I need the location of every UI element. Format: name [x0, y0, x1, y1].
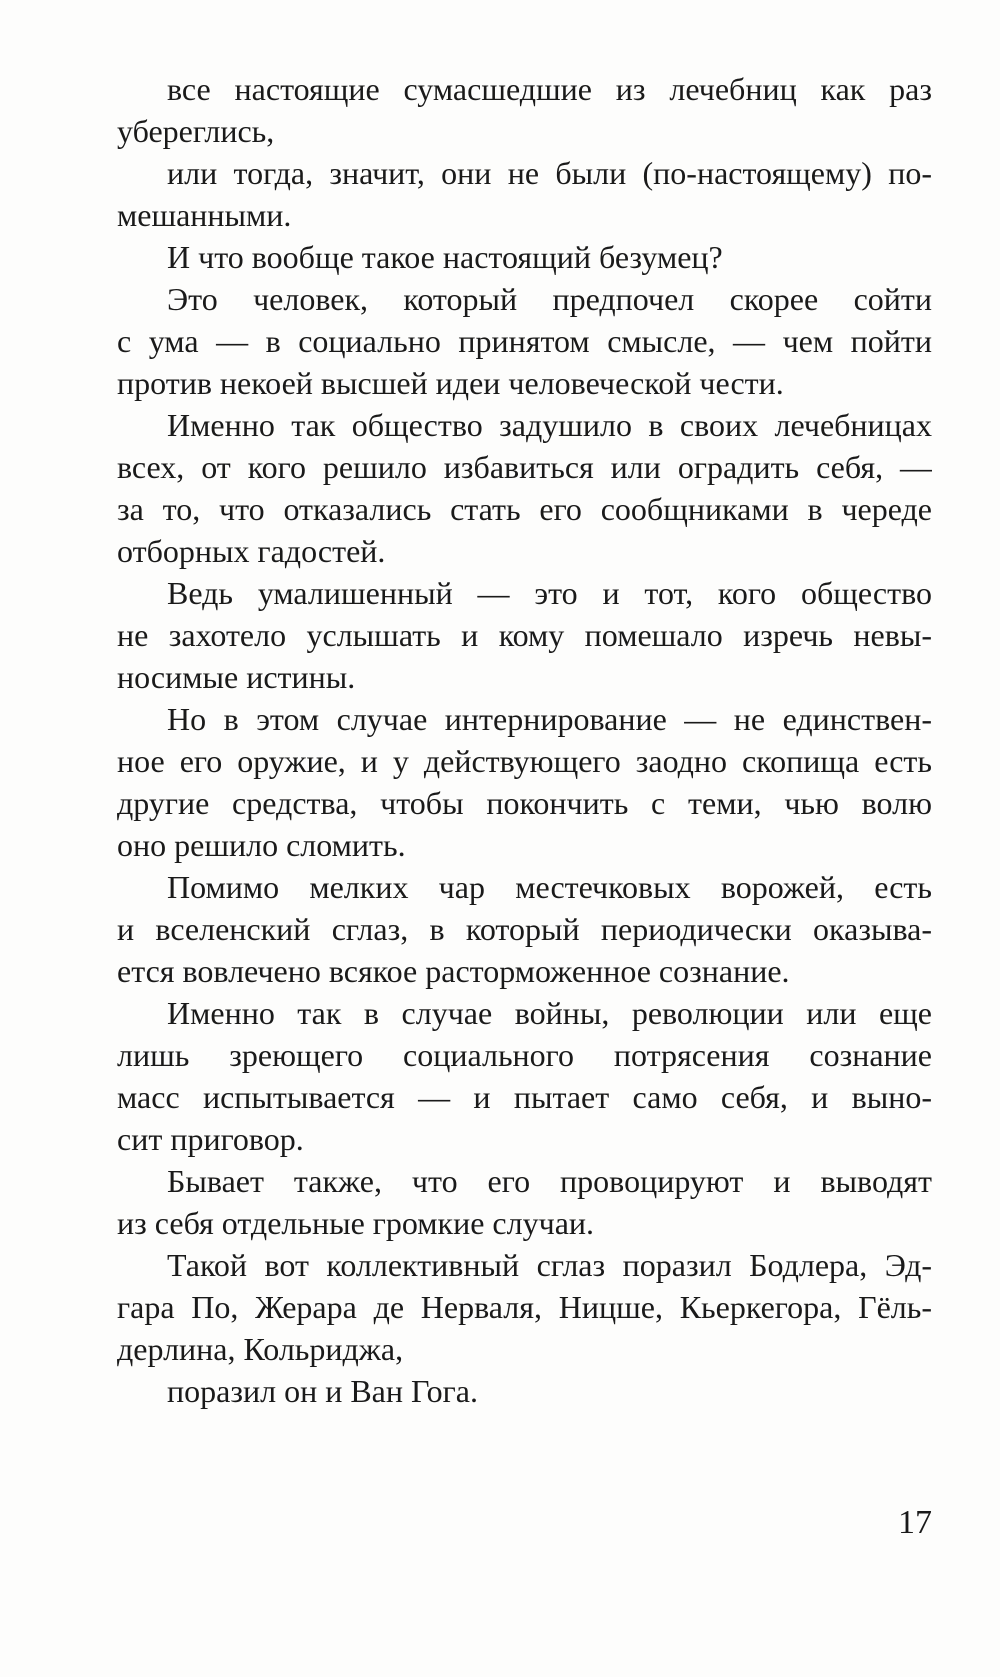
text-line: все настоящие сумасшедшие из лечебниц как раз [167, 71, 932, 107]
text-line: гара По, Жерара де Нерваля, Ницше, Кьеркегора, Гёль- [117, 1289, 932, 1325]
text-line: оно решило сломить. [117, 827, 406, 863]
text-line: Такой вот коллективный сглаз поразил Бодлера, Эд- [167, 1247, 932, 1283]
text-line: за то, что отказались стать его сообщниками в череде [117, 491, 932, 527]
text-line: Бывает также, что его провоцируют и выводят [167, 1163, 932, 1199]
text-line: Ведь умалишенный — это и тот, кого общество [167, 575, 932, 611]
text-line: другие средства, чтобы покончить с теми, чью волю [117, 785, 932, 821]
text-line: носимые истины. [117, 659, 356, 695]
text-line: ное его оружие, и у действующего заодно скопища есть [117, 743, 932, 779]
text-line: И что вообще такое настоящий безумец? [167, 239, 723, 275]
text-line: сит приговор. [117, 1121, 304, 1157]
text-line: поразил он и Ван Гога. [167, 1373, 478, 1409]
text-line: Именно так общество задушило в своих лечебницах [167, 407, 932, 443]
text-line: всех, от кого решило избавиться или оградить себя, — [117, 449, 932, 485]
text-line: убереглись, [117, 113, 275, 149]
text-line: лишь зреющего социального потрясения сознание [117, 1037, 932, 1073]
text-line: Это человек, который предпочел скорее сойти [167, 281, 932, 317]
body-text [117, 68, 932, 1412]
text-line: мешанными. [117, 197, 292, 233]
page-number: 17 [898, 1504, 932, 1541]
text-line: против некоей высшей идеи человеческой чести. [117, 365, 784, 401]
text-line: или тогда, значит, они не были (по-настоящему) по- [167, 155, 932, 191]
text-line: не захотело услышать и кому помешало изречь невы- [117, 617, 932, 653]
text-line: дерлина, Кольриджа, [117, 1331, 404, 1367]
text-line: из себя отдельные громкие случаи. [117, 1205, 595, 1241]
text-line: масс испытывается — и пытает само себя, и выно- [117, 1079, 932, 1115]
text-line: с ума — в социально принятом смысле, — чем пойти [117, 323, 932, 359]
text-line: отборных гадостей. [117, 533, 386, 569]
text-line: Но в этом случае интернирование — не единствен- [167, 701, 932, 737]
text-line: Помимо мелких чар местечковых ворожей, есть [167, 869, 932, 905]
text-line: Именно так в случае войны, революции или еще [167, 995, 932, 1031]
text-line: ется вовлечено всякое расторможенное сознание. [117, 953, 790, 989]
text-line: и вселенский сглаз, в который периодически оказыва- [117, 911, 932, 947]
